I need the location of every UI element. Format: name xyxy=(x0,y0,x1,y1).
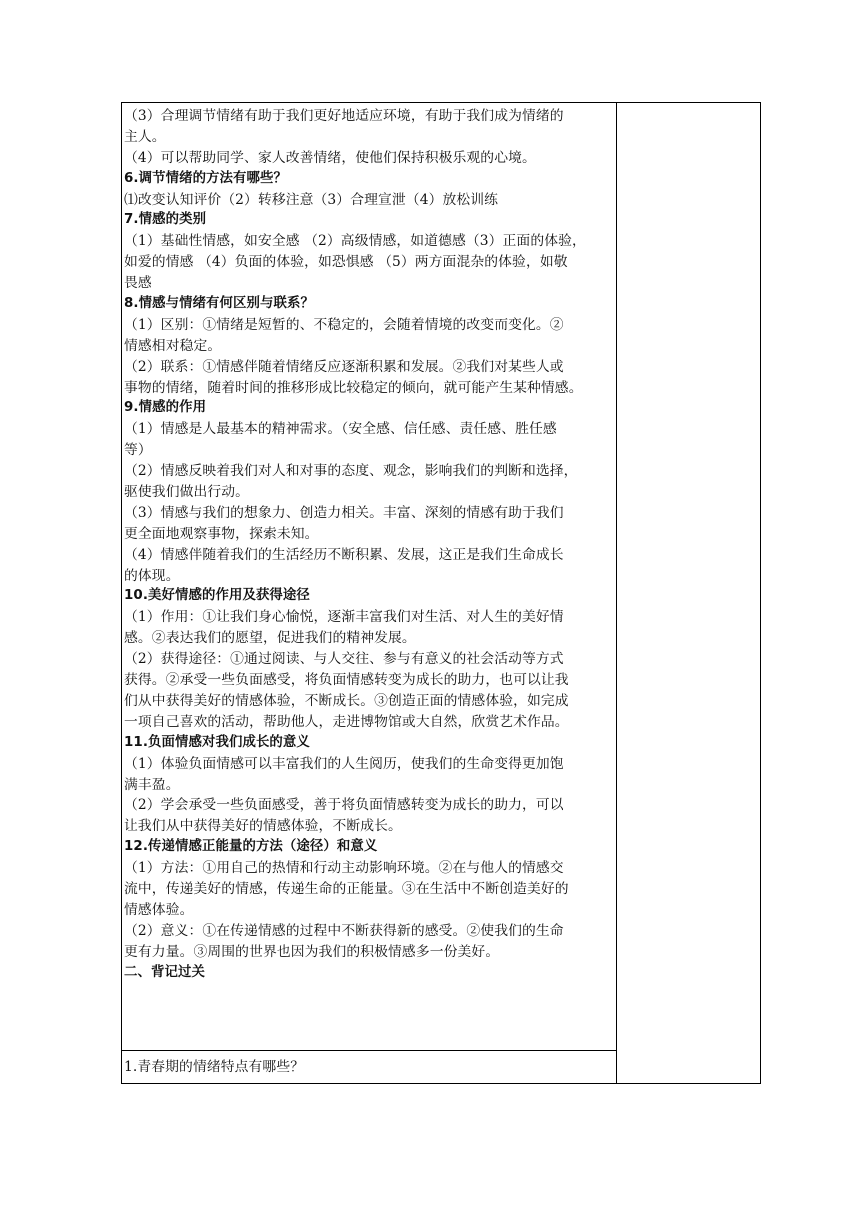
text-line: （1）区别：①情绪是短暂的、不稳定的，会随着情境的改变而变化。② xyxy=(124,316,564,333)
section-heading: 11.负面情感对我们成长的意义 xyxy=(124,734,310,750)
question-cell xyxy=(124,1057,612,1078)
text-line: （4）可以帮助同学、家人改善情绪，使他们保持积极乐观的心境。 xyxy=(124,149,536,166)
text-line: （2）学会承受一些负面感受，善于将负面情感转变为成长的助力，可以 xyxy=(124,797,564,814)
section-heading: 9.情感的作用 xyxy=(124,400,207,416)
text-line: 驱使我们做出行动。 xyxy=(124,484,250,501)
text-line: （4）情感伴随着我们的生活经历不断积累、发展，这正是我们生命成长 xyxy=(124,546,564,563)
section-heading: 8.情感与情绪有何区别与联系？ xyxy=(124,296,314,312)
section-heading: 6.调节情绪的方法有哪些？ xyxy=(124,170,287,186)
text-line: 事物的情绪，随着时间的推移形成比较稳定的倾向，就可能产生某种情感。 xyxy=(124,379,583,396)
text-line: （1）方法：①用自己的热情和行动主动影响环境。②在与他人的情感交 xyxy=(124,860,564,877)
text-line: 感。②表达我们的愿望，促进我们的精神发展。 xyxy=(124,630,416,647)
text-line: 畏感 xyxy=(124,275,152,292)
text-line: 情感相对稳定。 xyxy=(124,337,222,354)
text-line: （1）体验负面情感可以丰富我们的人生阅历，使我们的生命变得更加饱 xyxy=(124,755,564,772)
text-line: （3）合理调节情绪有助于我们更好地适应环境，有助于我们成为情绪的 xyxy=(124,108,564,124)
text-line: 主人。 xyxy=(124,128,166,145)
text-line: 情感体验。 xyxy=(124,901,194,918)
section-heading: 7.情感的类别 xyxy=(124,212,207,228)
text-line: （2）情感反映着我们对人和对事的态度、观念，影响我们的判断和选择， xyxy=(124,463,578,480)
table-content-cell xyxy=(124,106,612,983)
text-line: 让我们从中获得美好的情感体验，不断成长。 xyxy=(124,818,402,835)
text-line: ⑴改变认知评价（2）转移注意（3）合理宣泄（4）放松训练 xyxy=(124,191,499,208)
notes-column-cell xyxy=(617,103,760,1083)
text-line: 满丰盈。 xyxy=(124,776,180,793)
section-heading: 二、背记过关 xyxy=(124,964,205,980)
text-line: （1）基础性情感，如安全感 （2）高级情感，如道德感（3）正面的体验， xyxy=(124,233,586,250)
text-line: 流中，传递美好的情感，传递生命的正能量。③在生活中不断创造美好的 xyxy=(124,880,569,897)
text-line: （2）获得途径：①通过阅读、与人交往、参与有意义的社会活动等方式 xyxy=(124,651,564,668)
text-line: 获得。②承受一些负面感受，将负面情感转变为成长的助力，也可以让我 xyxy=(124,672,569,689)
text-line: 们从中获得美好的情感体验，不断成长。③创造正面的情感体验，如完成 xyxy=(124,692,569,709)
text-line: 等） xyxy=(124,442,152,459)
text-line: （1）情感是人最基本的精神需求。（安全感、信任感、责任感、胜任感 xyxy=(124,421,557,438)
text-line: 的体现。 xyxy=(124,567,180,584)
section-heading: 12.传递情感正能量的方法（途径）和意义 xyxy=(124,839,378,855)
row-divider xyxy=(122,1050,616,1051)
text-line: 更有力量。③周围的世界也因为我们的积极情感多一份美好。 xyxy=(124,943,500,960)
document-table xyxy=(121,102,761,1084)
section-heading: 10.美好情感的作用及获得途径 xyxy=(124,588,310,604)
text-line: 一项自己喜欢的活动，帮助他人，走进博物馆或大自然，欣赏艺术作品。 xyxy=(124,713,569,730)
question-line: 1.青春期的情绪特点有哪些？ xyxy=(124,1059,305,1075)
text-line: （2）意义：①在传递情感的过程中不断获得新的感受。②使我们的生命 xyxy=(124,922,564,939)
text-line: （1）作用：①让我们身心愉悦，逐渐丰富我们对生活、对人生的美好情 xyxy=(124,609,564,626)
text-line: 更全面地观察事物，探索未知。 xyxy=(124,525,319,542)
text-line: （3）情感与我们的想象力、创造力相关。丰富、深刻的情感有助于我们 xyxy=(124,504,564,521)
text-line: （2）联系：①情感伴随着情绪反应逐渐积累和发展。②我们对某些人或 xyxy=(124,358,564,375)
text-line: 如爱的情感 （4）负面的体验，如恐惧感 （5）两方面混杂的体验，如敬 xyxy=(124,254,568,271)
